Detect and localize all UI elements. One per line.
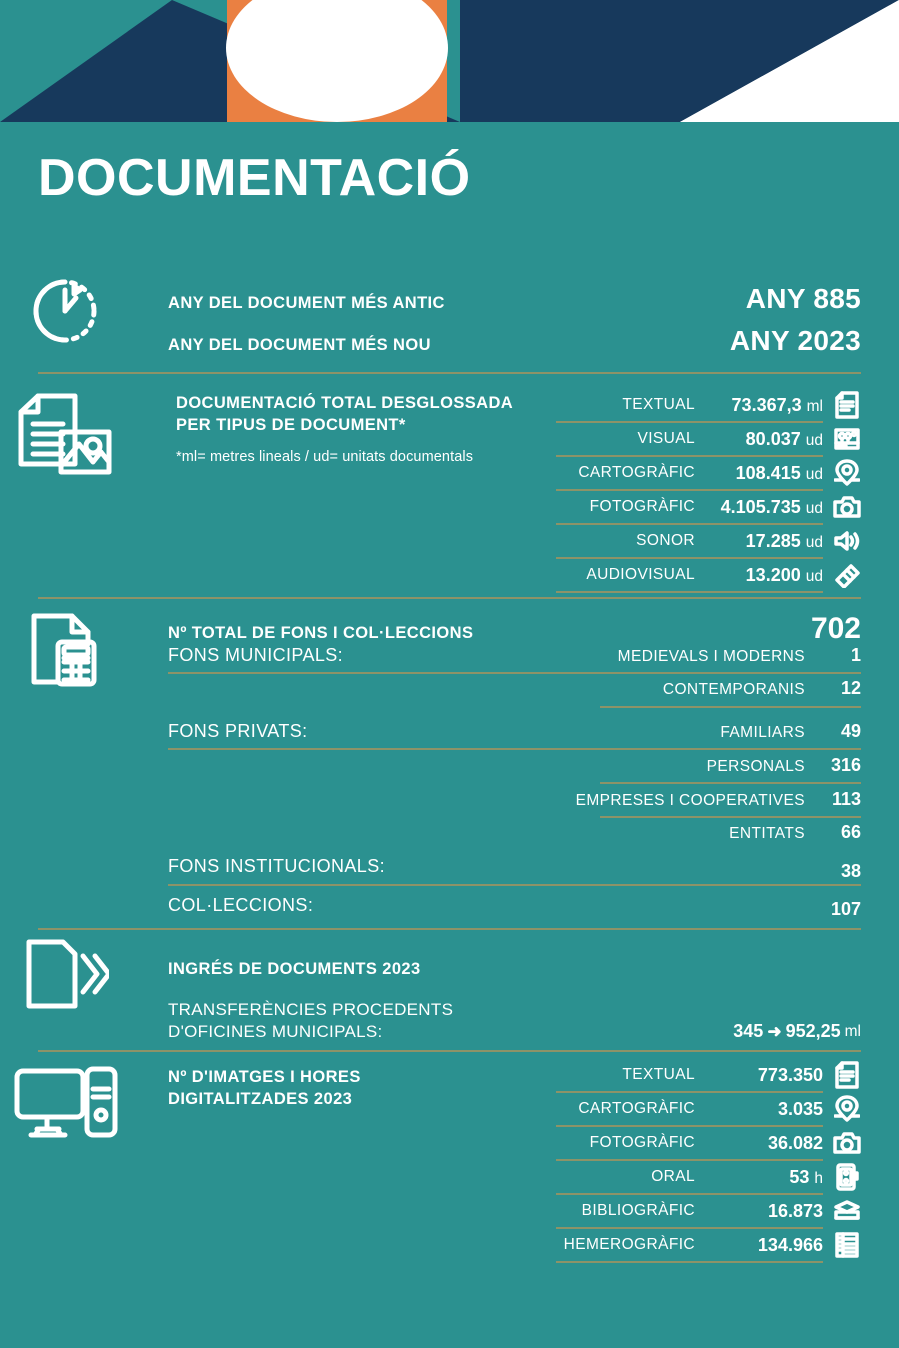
divider bbox=[168, 748, 861, 750]
document-calculator-icon bbox=[0, 610, 130, 692]
fons-category-label: FONS PRIVATS: bbox=[168, 721, 308, 741]
stat-value: 17.285 ud bbox=[745, 530, 823, 551]
fons-subitem-name: EMPRESES I COOPERATIVES bbox=[575, 792, 805, 809]
doc-types-heading-line2: PER TIPUS DE DOCUMENT* bbox=[176, 416, 406, 435]
divider bbox=[168, 672, 861, 674]
fons-subitem-value: 113 bbox=[831, 789, 861, 809]
stat-value: 73.367,3 ml bbox=[731, 394, 823, 415]
fons-category-label: FONS MUNICIPALS: bbox=[168, 645, 344, 665]
fons-simple-label: COL·LECCIONS: bbox=[168, 895, 314, 915]
text-document-icon bbox=[833, 391, 861, 419]
stat-row bbox=[556, 1058, 861, 1092]
fons-simple-label: FONS INSTITUCIONALS: bbox=[168, 856, 386, 876]
stat-row bbox=[556, 1228, 861, 1262]
clock-row-value: ANY 885 bbox=[745, 283, 861, 314]
stat-row bbox=[556, 456, 861, 490]
fons-subitem bbox=[720, 721, 861, 742]
stat-value: 36.082 bbox=[767, 1132, 823, 1153]
digital-stat-list bbox=[556, 1058, 861, 1262]
books-icon bbox=[833, 1197, 861, 1225]
stat-value: 16.873 bbox=[767, 1200, 823, 1221]
clock-row-label: ANY DEL DOCUMENT MÉS NOU bbox=[168, 336, 431, 354]
map-pin-icon bbox=[833, 1095, 861, 1123]
stat-name: SONOR bbox=[636, 532, 695, 549]
stat-row bbox=[556, 422, 861, 456]
ingres-title: INGRÉS DE DOCUMENTS 2023 bbox=[168, 960, 421, 978]
fons-subitem-value: 316 bbox=[830, 755, 861, 775]
stat-value: 53 h bbox=[789, 1166, 823, 1187]
stat-row bbox=[556, 388, 861, 422]
divider bbox=[600, 782, 861, 784]
clock-row bbox=[168, 325, 861, 367]
fons-subitem-name: CONTEMPORANIS bbox=[662, 681, 805, 698]
stat-value: 134.966 bbox=[757, 1234, 823, 1255]
stat-name: TEXTUAL bbox=[622, 1066, 695, 1083]
stat-name: VISUAL bbox=[637, 430, 695, 447]
map-pin-icon bbox=[833, 459, 861, 487]
camera-icon bbox=[833, 493, 861, 521]
divider bbox=[600, 816, 861, 818]
fons-subitem-name: FAMILIARS bbox=[720, 724, 805, 741]
speaker-icon bbox=[833, 527, 861, 555]
doc-types-heading bbox=[176, 392, 556, 437]
fons-subitem-value: 1 bbox=[850, 645, 861, 665]
divider bbox=[168, 884, 861, 886]
computer-icon bbox=[0, 1063, 130, 1145]
fons-subitem-name: PERSONALS bbox=[706, 758, 805, 775]
stat-value: 108.415 ud bbox=[735, 462, 823, 483]
document-photo-icon bbox=[0, 392, 130, 482]
arrow-right-icon: ➜ bbox=[767, 1021, 782, 1041]
fons-subitem bbox=[618, 645, 861, 666]
stat-name: CARTOGRÀFIC bbox=[578, 1100, 695, 1117]
stat-name: AUDIOVISUAL bbox=[586, 566, 695, 583]
stat-row bbox=[556, 524, 861, 558]
divider bbox=[600, 706, 861, 708]
divider bbox=[38, 1050, 861, 1052]
divider bbox=[38, 372, 861, 374]
fons-subitem bbox=[663, 678, 861, 699]
fons-title: Nº TOTAL DE FONS I COL·LECCIONS bbox=[168, 624, 474, 642]
ingres-text bbox=[168, 999, 453, 1043]
stat-value: 4.105.735 ud bbox=[720, 496, 823, 517]
fons-subitem-value: 12 bbox=[840, 678, 861, 698]
stat-row bbox=[556, 1092, 861, 1126]
ingres-text-line1: TRANSFERÈNCIES PROCEDENTS bbox=[168, 1000, 454, 1019]
poster-icon bbox=[833, 425, 861, 453]
ingres-count: 345 bbox=[733, 1021, 764, 1041]
page-title: DOCUMENTACIÓ bbox=[38, 149, 471, 207]
text-document-icon bbox=[833, 1061, 861, 1089]
cassette-icon bbox=[833, 1163, 861, 1191]
clock-icon bbox=[0, 272, 130, 346]
stat-value: 3.035 bbox=[777, 1098, 823, 1119]
clock-row-label: ANY DEL DOCUMENT MÉS ANTIC bbox=[168, 294, 445, 312]
fons-subitem-name: MEDIEVALS I MODERNS bbox=[617, 648, 805, 665]
stat-name: FOTOGRÀFIC bbox=[589, 498, 695, 515]
stat-value: 80.037 ud bbox=[745, 428, 823, 449]
stat-name: CARTOGRÀFIC bbox=[578, 464, 695, 481]
document-arrows-icon bbox=[0, 938, 130, 1010]
fons-simple-value: 107 bbox=[830, 899, 861, 919]
clock-rows bbox=[168, 283, 861, 367]
header-graphic bbox=[0, 0, 899, 122]
fons-header bbox=[168, 612, 861, 646]
ingres-text-line2: D'OFICINES MUNICIPALS: bbox=[168, 1022, 383, 1042]
fons-subitem-value: 49 bbox=[840, 721, 861, 741]
newspaper-icon bbox=[833, 1231, 861, 1259]
digital-title-line2: DIGITALITZADES 2023 bbox=[168, 1090, 353, 1109]
ingres-value bbox=[733, 1021, 861, 1042]
doc-types-heading-block bbox=[176, 392, 556, 465]
film-reel-icon bbox=[833, 561, 861, 589]
stat-row bbox=[556, 558, 861, 592]
divider bbox=[38, 597, 861, 599]
ingres-unit: ml bbox=[844, 1022, 861, 1040]
doc-types-heading-line1: DOCUMENTACIÓ TOTAL DESGLOSSADA bbox=[176, 394, 514, 412]
ingres-amount: 952,25 bbox=[785, 1021, 841, 1041]
fons-subitem-value: 66 bbox=[840, 822, 861, 842]
stat-row bbox=[556, 1126, 861, 1160]
stat-row bbox=[556, 490, 861, 524]
fons-subitem bbox=[729, 822, 861, 843]
doc-types-stat-list bbox=[556, 388, 861, 592]
fons-subitem bbox=[707, 755, 861, 776]
header-shapes bbox=[0, 0, 899, 122]
stat-row bbox=[556, 1160, 861, 1194]
clock-row bbox=[168, 283, 861, 325]
digital-title-line1: Nº D'IMATGES I HORES bbox=[168, 1068, 361, 1086]
fons-subitem-name: ENTITATS bbox=[729, 825, 805, 842]
stat-name: FOTOGRÀFIC bbox=[589, 1134, 695, 1151]
fons-subitem bbox=[576, 789, 861, 810]
fons-total: 702 bbox=[810, 612, 861, 645]
digital-title bbox=[168, 1066, 361, 1111]
fons-simple-value: 38 bbox=[840, 861, 861, 881]
divider bbox=[38, 928, 861, 930]
stat-value: 13.200 ud bbox=[745, 564, 823, 585]
stat-name: BIBLIOGRÀFIC bbox=[581, 1202, 695, 1219]
stat-name: TEXTUAL bbox=[622, 396, 695, 413]
stat-value: 773.350 bbox=[757, 1064, 823, 1085]
clock-row-value: ANY 2023 bbox=[729, 325, 861, 356]
stat-row bbox=[556, 1194, 861, 1228]
stat-name: HEMEROGRÀFIC bbox=[563, 1236, 695, 1253]
doc-types-note: *ml= metres lineals / ud= unitats documentals bbox=[176, 448, 474, 465]
stat-name: ORAL bbox=[651, 1168, 695, 1185]
camera-icon bbox=[833, 1129, 861, 1157]
